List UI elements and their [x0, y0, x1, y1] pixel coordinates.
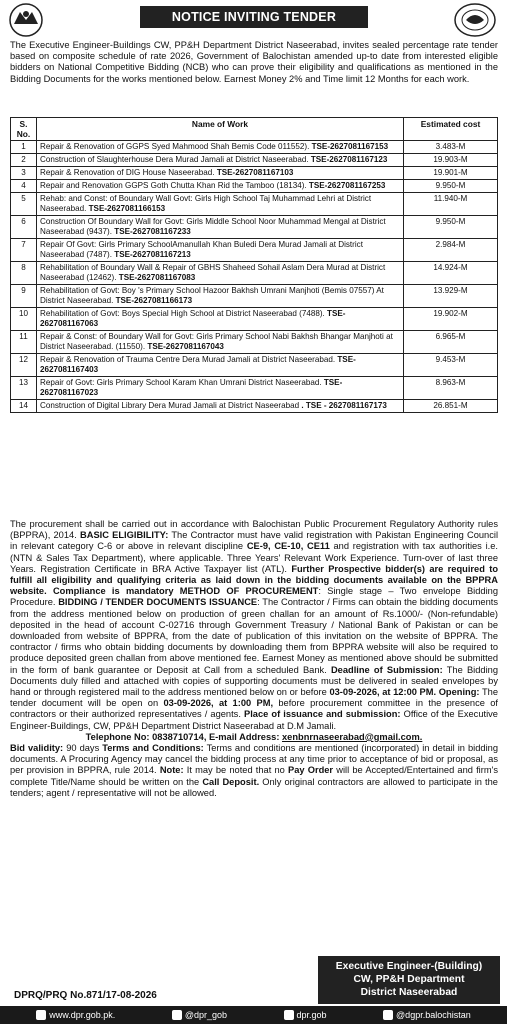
row-estimated-cost: 14.924-M	[404, 262, 498, 285]
table-row	[11, 216, 498, 239]
row-work-name	[37, 167, 404, 180]
tse-code: TSE-2627081167233	[114, 227, 191, 236]
eligibility-text: The Contractor must have valid registration with Pakistan Engineering Council in relevant category C-6 or above in relevant discipline	[10, 530, 499, 552]
row-estimated-cost: 11.940-M	[404, 193, 498, 216]
tse-code: TSE-2627081167103	[216, 168, 294, 177]
row-work-name	[37, 193, 404, 216]
row-sno: 7	[11, 239, 37, 262]
pec-categories: CE-9, CE-10, CE11	[246, 541, 330, 552]
deadline-text: The Bidding Documents duly filled and attached with copies of supporting documents must be delivered in sealed envelopes by hand or through registered mail to the address mentioned below on or before	[10, 664, 498, 698]
deadline-label: Deadline of Submission:	[330, 664, 443, 675]
pay-order-text: Pay Order	[288, 765, 334, 776]
twitter-icon	[172, 1010, 182, 1020]
row-sno: 2	[11, 154, 37, 167]
registration-text: and registration with tax authorities i.e. (NTN & Sales Tax Department), where applicable. Three Years' Relevant Work Experience. Turn-over of last three Years. Registration Certificate in BRA Active Taxpayer list (ATL).	[10, 541, 498, 574]
dpr-text: dpr.gob	[296, 1010, 327, 1020]
row-work-name	[37, 308, 404, 331]
row-estimated-cost: 3.483-M	[404, 141, 498, 154]
work-name-text: Rehabilitation of Govt: Boys Special High School at District Naseerabad (7488).	[40, 309, 325, 318]
signature-district: District Naseerabad	[360, 987, 458, 998]
row-work-name	[37, 239, 404, 262]
table-row	[11, 354, 498, 377]
work-name-text: Repair & Const: of Boundary Wall for Govt: Girls Primary School Nabi Bakhsh Bhangar Manjhoti at District Naseerabad. (11550).	[40, 332, 393, 351]
note-label: Note:	[159, 765, 184, 776]
row-estimated-cost: 19.901-M	[404, 167, 498, 180]
validity-label: Bid validity:	[10, 743, 64, 754]
email-link[interactable]: xenbnrnaseerabad@gmail.com.	[282, 731, 423, 742]
row-estimated-cost: 8.963-M	[404, 377, 498, 400]
row-work-name	[37, 216, 404, 239]
bidding-text: : The Contractor / Firms can obtain the bidding documents from the address mentioned below on production of green challan for an amount of Rs.1000/- (Non-refundable) deposited in the head of account C-02716 through Government Treasury / National Bank of Pakistan or can be downloaded from website of BPPRA, from the date of publication of this invitation on the website of BPPRA. The contractor / firms who obtain bidding documents by downloading them from BPPRA website will also be required to produce deposited green challan from above mentioned fee. Earnest Money as mentioned above should be submitted in the form of bank guarantee or Deposit at Call from a scheduled Bank.	[10, 597, 498, 675]
note-text: It may be noted that no	[186, 765, 285, 776]
notice-header	[0, 0, 507, 40]
work-name-text: Construction Of Boundary Wall for Govt: Girls Middle School Noor Muhammad Mengal at District Naseerabad (9437).	[40, 217, 386, 236]
signature-department: CW, PP&H Department	[353, 974, 465, 985]
procurement-rules-text: The procurement shall be carried out in accordance with Balochistan Public Procurement Regulatory Authority rules (BPPRA), 2014.	[10, 519, 498, 541]
method-text: : Single stage – Two envelope Bidding Procedure.	[10, 586, 498, 608]
table-row	[11, 141, 498, 154]
table-row	[11, 285, 498, 308]
row-work-name	[37, 180, 404, 193]
tse-code: TSE-2627081167153	[311, 142, 389, 151]
note-text-2: will be Accepted/Entertained and firm's complete Title/Name should be written on the	[10, 765, 499, 787]
tender-conditions	[10, 519, 498, 799]
row-sno: 3	[11, 167, 37, 180]
row-work-name	[37, 377, 404, 400]
table-row	[11, 193, 498, 216]
work-name-text: Repair and Renovation GGPS Goth Chutta Khan Rid the Tamboo (18134).	[40, 181, 307, 190]
bidding-label: BIDDING / TENDER DOCUMENTS ISSUANCE	[58, 597, 258, 608]
government-logo-icon	[6, 2, 46, 38]
sno-header: S. No.	[11, 118, 37, 141]
work-name-text: Construction of Digital Library Dera Murad Jamali at District Naseerabad	[40, 401, 300, 410]
method-label: METHOD OF PROCUREMENT	[179, 586, 319, 597]
work-name-text: Repair & Renovation of Trauma Centre Dera Murad Jamali at District Naseerabad.	[40, 355, 336, 364]
table-row	[11, 308, 498, 331]
row-sno: 8	[11, 262, 37, 285]
row-work-name	[37, 331, 404, 354]
basic-eligibility-label: BASIC ELIGIBILITY:	[80, 530, 169, 541]
tse-code: TSE-2627081167123	[310, 155, 388, 164]
row-work-name	[37, 285, 404, 308]
terms-text: Terms and conditions are mentioned (incorporated) in detail in bidding documents. A Procuring Agency may cancel the bidding process at any time prior to acceptance of bid or proposal, as per provision in BPPRA, rule 2014.	[10, 743, 498, 776]
tse-code: TSE-2627081167403	[40, 355, 356, 374]
row-sno: 1	[11, 141, 37, 154]
deadline-date: 03-09-2026, at 12:00 PM.	[329, 687, 437, 698]
work-name-text: Rehab: and Const: of Boundary Wall Govt: Girls High School Taj Muhammad Lehri at District Naseerabad.	[40, 194, 372, 213]
table-row	[11, 167, 498, 180]
signature-block	[318, 956, 500, 1004]
cost-header: Estimated cost	[404, 118, 498, 141]
row-work-name	[37, 400, 404, 413]
signature-title: Executive Engineer-(Building)	[335, 961, 483, 972]
row-estimated-cost: 9.453-M	[404, 354, 498, 377]
name-header: Name of Work	[37, 118, 404, 141]
table-header-row	[11, 118, 498, 141]
table-row	[11, 154, 498, 167]
work-name-text: Repair of Govt: Girls Primary School Karam Khan Umrani District Naseerabad.	[40, 378, 322, 387]
work-name-text: Rehabilitation of Boundary Wall & Repair of GBHS Shaheed Sohail Aslam Dera Murad at District Naseerabad (12462).	[40, 263, 386, 282]
row-sno: 11	[11, 331, 37, 354]
compliance-text: Further Prospective bidder(s) are required to fulfill all eligibility and qualifying criteria as laid down in the bidding documents available on the BPPRA website. Compliance is mandatory	[10, 563, 498, 597]
intro-paragraph: The Executive Engineer-Buildings CW, PP&H Department District Naseerabad, invites sealed percentage rate tender based on composite schedule of rate 2026, Government of Balochistan amended up-to date from interested eligible bidders on National Competitive Bidding (NCB) who can prove their eligibility and qualifications as mentioned in the Bidding Documents for the works mentioned below. Earnest Money 2% and Time limit 12 Months for each work.	[10, 40, 498, 84]
row-sno: 14	[11, 400, 37, 413]
contact-line	[10, 732, 498, 743]
row-estimated-cost: 19.903-M	[404, 154, 498, 167]
facebook-text: @dgpr.balochistan	[396, 1010, 471, 1020]
table-row	[11, 262, 498, 285]
tse-code: . TSE - 2627081167173	[301, 401, 387, 410]
opening-text-2: before procurement committee in the presence of contractors or their authorized representatives / agents.	[10, 698, 498, 720]
tse-code: TSE-2627081167063	[40, 309, 346, 328]
footer-dpr[interactable]	[284, 1010, 327, 1020]
row-estimated-cost: 13.929-M	[404, 285, 498, 308]
row-sno: 9	[11, 285, 37, 308]
tse-code: TSE-2627081166153	[88, 204, 166, 213]
terms-label: Terms and Conditions:	[102, 743, 204, 754]
row-estimated-cost: 9.950-M	[404, 216, 498, 239]
row-work-name	[37, 141, 404, 154]
works-table	[10, 117, 498, 413]
notice-title: NOTICE INVITING TENDER	[140, 6, 368, 28]
balochistan-seal-icon	[452, 2, 498, 38]
row-work-name	[37, 262, 404, 285]
opening-text: The tender document will be open on	[10, 687, 498, 709]
tse-code: TSE-2627081167043	[147, 342, 224, 351]
table-row	[11, 377, 498, 400]
call-deposit-text: Call Deposit.	[202, 776, 260, 787]
row-work-name	[37, 154, 404, 167]
row-sno: 10	[11, 308, 37, 331]
table-row	[11, 180, 498, 193]
row-sno: 13	[11, 377, 37, 400]
footer-facebook[interactable]	[383, 1010, 471, 1020]
footer-twitter[interactable]	[172, 1010, 227, 1020]
place-label: Place of issuance and submission:	[244, 709, 401, 720]
dpr-icon	[284, 1010, 294, 1020]
work-name-text: Repair & Renovation of GGPS Syed Mahmood Shah Bemis Code 011552).	[40, 142, 310, 151]
telephone-text: Telephone No: 0838710714, E-mail Address:	[85, 731, 280, 742]
row-estimated-cost: 9.950-M	[404, 180, 498, 193]
tse-code: TSE-2627081166173	[115, 296, 193, 305]
work-name-text: Repair & Renovation of DIG House Naseerabad.	[40, 168, 215, 177]
row-sno: 6	[11, 216, 37, 239]
tse-code: TSE-2627081167083	[118, 273, 196, 282]
row-estimated-cost: 6.965-M	[404, 331, 498, 354]
validity-text: 90 days	[66, 743, 100, 754]
table-row	[11, 400, 498, 413]
table-row	[11, 239, 498, 262]
row-estimated-cost: 19.902-M	[404, 308, 498, 331]
website-text: www.dpr.gob.pk.	[49, 1010, 116, 1020]
table-row	[11, 331, 498, 354]
row-estimated-cost: 26.851-M	[404, 400, 498, 413]
facebook-icon	[383, 1010, 393, 1020]
tse-code: TSE-2627081167023	[40, 378, 343, 397]
twitter-text: @dpr_gob	[184, 1010, 227, 1020]
reference-number: DPRQ/PRQ No.871/17-08-2026	[14, 990, 157, 1001]
place-text: Office of the Executive Engineer-Buildings, CW, PP&H Department District Naseerabad at D.M Jamali.	[10, 709, 498, 731]
row-sno: 12	[11, 354, 37, 377]
work-name-text: Repair Of Govt: Girls Primary SchoolAmanullah Khan Buledi Dera Murad Jamali at District Naseerabad (7487).	[40, 240, 363, 259]
opening-date: 03-09-2026, at 1:00 PM,	[163, 698, 274, 709]
row-sno: 4	[11, 180, 37, 193]
work-name-text: Rehabilitation of Govt: Boy 's Primary School Hazoor Bakhsh Umrani Manjhoti (Bemis 07557) At District Naseerabad.	[40, 286, 384, 305]
globe-icon	[36, 1010, 46, 1020]
tse-code: TSE-2627081167213	[114, 250, 191, 259]
footer-website[interactable]	[36, 1010, 115, 1020]
note-text-3: Only original contractors are allowed to participate in the tenders; agent / representative will not be allowed.	[10, 776, 498, 798]
work-name-text: Construction of Slaughterhouse Dera Murad Jamali at District Naseerabad.	[40, 155, 309, 164]
works-table-body	[11, 141, 498, 413]
row-estimated-cost: 2.984-M	[404, 239, 498, 262]
opening-label: Opening:	[438, 687, 480, 698]
row-sno: 5	[11, 193, 37, 216]
tse-code: TSE-2627081167253	[308, 181, 386, 190]
footer-bar	[0, 1006, 507, 1024]
row-work-name	[37, 354, 404, 377]
